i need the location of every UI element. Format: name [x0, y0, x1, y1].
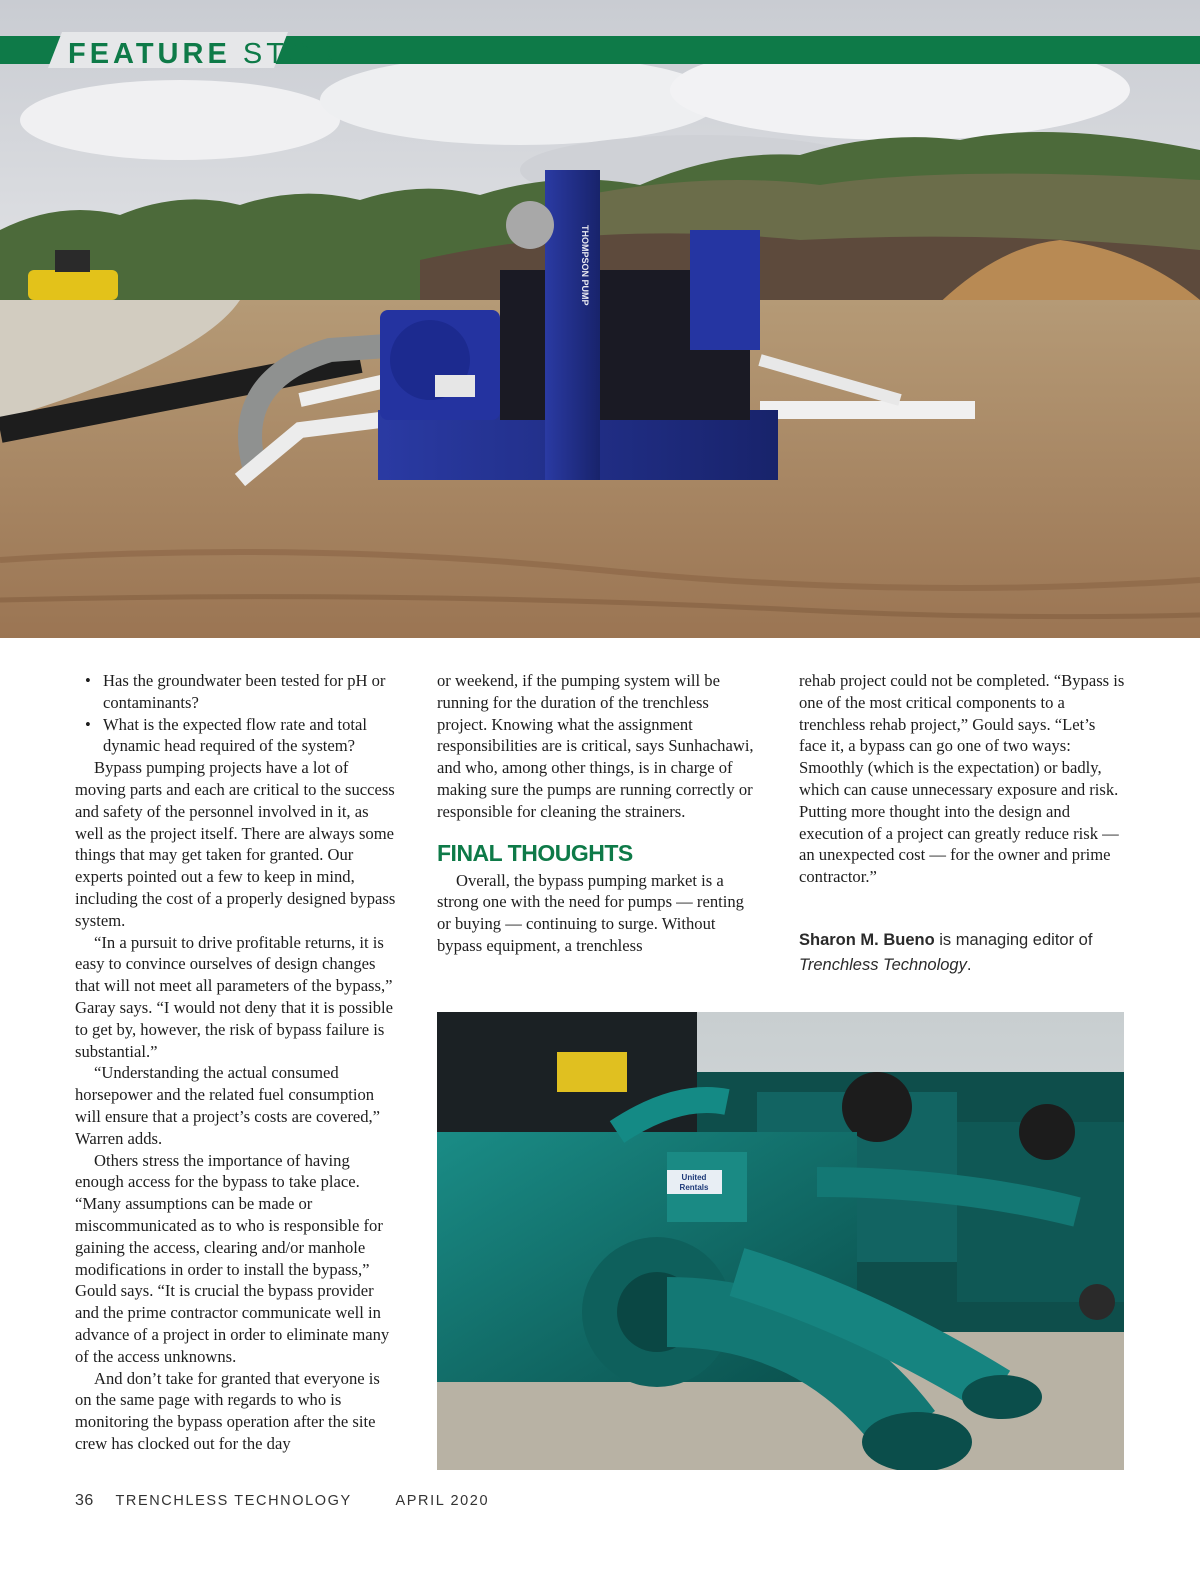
pump-brand-text: THOMPSON PUMP [580, 225, 590, 306]
body-paragraph: Bypass pumping projects have a lot of moving parts and each are critical to the success and safety of the personnel involved in it, as well as the project itself. There are always some things that may get taken for granted. Our experts pointed out a few to keep in mind, including the cost of a properly designed bypass system. [75, 758, 396, 930]
bullet-item: • What is the expected flow rate and total dynamic head required of the system? [75, 714, 397, 758]
body-paragraph: “In a pursuit to drive profitable returns, it is easy to convince ourselves of design changes that will not meet all parameters of the bypass,” Garay says. “I would not deny that it is possible to get by, however, the risk of bypass failure is substantial.” [75, 932, 393, 1061]
body-paragraph: Overall, the bypass pumping market is a strong one with the need for pumps — renting or buying — continuing to surge. Without bypass equipment, a trenchless [437, 870, 744, 955]
publication-name: TRENCHLESS TECHNOLOGY [115, 1493, 352, 1509]
logo-text-2: Rentals [679, 1183, 709, 1192]
bullet-list [75, 670, 397, 757]
section-banner [0, 36, 1200, 70]
body-paragraph-continued: rehab project could not be completed. “Bypass is one of the most critical components to a trenchless rehab project,” Gould says. “Let’s face it, a bypass can go one of two ways: Smoothly (which is the expectation) or badly, which can cause unnecessary exposure and risk. Putting more thought into the design and execution of a project can greatly reduce risk — an unexpected cost — for the owner and prime contractor.” [799, 671, 1125, 887]
banner-word-1: FEATURE [68, 38, 231, 70]
text-column-2 [437, 670, 759, 957]
author-name: Sharon M. Bueno [799, 931, 935, 949]
issue-date: APRIL 2020 [395, 1493, 490, 1509]
body-paragraph: Others stress the importance of having enough access for the bypass to take place. “Many assumptions can be made or miscommunicated as to who is responsible for gaining the access, clearing and/or manhole modifications in order to install the bypass,” Gould says. “It is crucial the bypass provider and the prime contractor communicate well in advance of a project in order to eliminate many of the access unknowns. [75, 1150, 390, 1366]
bio-end: . [966, 956, 972, 974]
author-bio [799, 928, 1139, 978]
text-column-3 [799, 670, 1125, 888]
page-footer [75, 1492, 489, 1512]
bullet-item: • Has the groundwater been tested for pH or contaminants? [75, 670, 397, 714]
logo-text-1: United [681, 1173, 707, 1182]
bio-text: is managing editor of [934, 931, 1093, 949]
page-number: 36 [75, 1492, 94, 1509]
section-heading: FINAL THOUGHTS [437, 839, 633, 866]
body-paragraph: “Understanding the actual consumed horsepower and the related fuel consumption will ensure that a project’s costs are covered,” Warren adds. [75, 1063, 381, 1148]
body-paragraph-continued: or weekend, if the pumping system will be running for the duration of the trenchless project. Knowing what the assignment responsibilities are is critical, says Sunhachawi, and who, among other things, is in charge of making sure the pumps are running correctly or responsible for cleaning the strainers. [437, 671, 754, 821]
body-paragraph: And don’t take for granted that everyone is on the same page with regards to who is monitoring the bypass operation after the site crew has clocked out for the day [75, 1368, 380, 1453]
pumps-photo [437, 1012, 1124, 1470]
text-column-1 [75, 670, 397, 1455]
bio-publication: Trenchless Technology [799, 956, 967, 974]
hero-photo [0, 0, 1200, 638]
banner-word-2: STORY [242, 38, 362, 70]
banner-title [68, 36, 362, 72]
